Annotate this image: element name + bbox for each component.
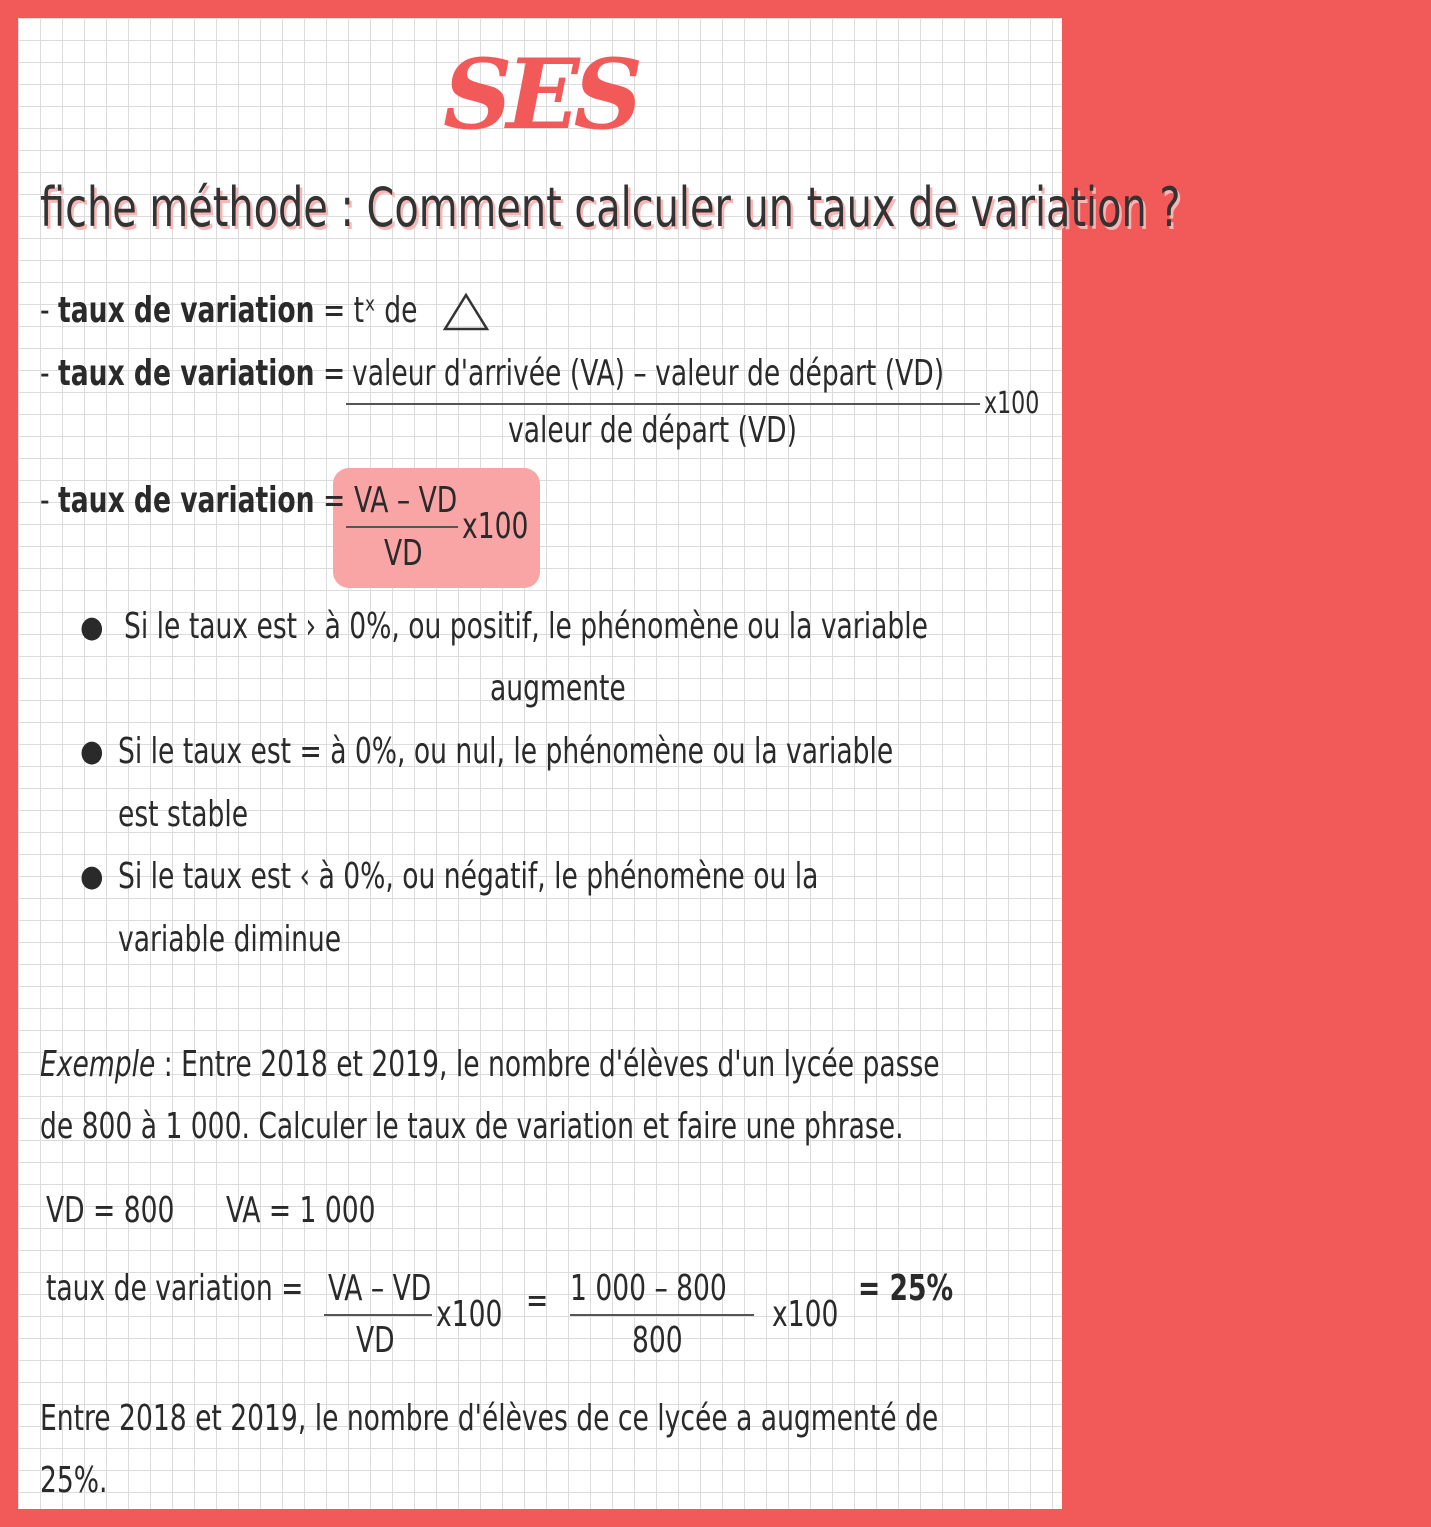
example-line2: de 800 à 1 000. Calculer le taux de variation et faire une phrase.: [40, 1106, 904, 1147]
definition-label: taux de variation: [58, 480, 315, 521]
calc-multiplier-1: x100: [436, 1294, 503, 1335]
definition-2: - taux de variation =: [40, 353, 346, 394]
bullet-2-line1: Si le taux est = à 0%, ou nul, le phénomène ou la variable: [118, 731, 894, 772]
bullet-1-line2: augmente: [490, 668, 626, 709]
formula-bar: [346, 526, 458, 528]
formula-numerator: VA – VD: [354, 480, 458, 521]
calc-bar-1: [324, 1314, 432, 1316]
delta-triangle-icon: [442, 292, 490, 332]
bullet-3-line2: variable diminue: [118, 919, 342, 960]
bullet-1-line1: Si le taux est › à 0%, ou positif, le phénomène ou la variable: [124, 606, 928, 647]
example-line1: Exemple : Entre 2018 et 2019, le nombre d'élèves d'un lycée passe: [40, 1044, 940, 1085]
definition-label: taux de variation: [58, 353, 315, 394]
calc-numerator-1: VA – VD: [328, 1268, 432, 1309]
definition-3: - taux de variation =: [40, 480, 346, 521]
calc-label: taux de variation =: [46, 1268, 304, 1309]
definition-label: taux de variation: [58, 290, 315, 331]
bullet-3-line1: Si le taux est ‹ à 0%, ou négatif, le phénomène ou la: [118, 856, 819, 897]
calc-result: = 25%: [858, 1268, 954, 1309]
bullet-icon: ●: [80, 859, 104, 894]
conclusion-line2: 25%.: [40, 1460, 108, 1501]
calc-denominator-1: VD: [356, 1320, 395, 1361]
example-label: Exemple: [40, 1044, 156, 1085]
brand-logo: SES: [443, 38, 637, 151]
fraction-numerator: valeur d'arrivée (VA) – valeur de départ (VD): [352, 353, 945, 394]
calc-bar-2: [570, 1314, 754, 1316]
fraction-denominator: valeur de départ (VD): [508, 410, 797, 451]
bullet-icon: ●: [80, 734, 104, 769]
formula-denominator: VD: [384, 533, 423, 574]
definition-1: - taux de variation = tˣ de: [40, 290, 418, 331]
calc-multiplier-2: x100: [772, 1294, 839, 1335]
given-va: VA = 1 000: [226, 1190, 376, 1231]
formula-multiplier: x100: [462, 506, 529, 547]
conclusion-line1: Entre 2018 et 2019, le nombre d'élèves de ce lycée a augmenté de: [40, 1398, 939, 1439]
bullet-2-line2: est stable: [118, 794, 249, 835]
calc-equals: =: [526, 1280, 549, 1321]
worksheet: [18, 18, 1181, 1509]
fraction-bar: [346, 403, 980, 405]
calc-denominator-2: 800: [632, 1320, 683, 1361]
given-vd: VD = 800: [46, 1190, 175, 1231]
page-title: fiche méthode : Comment calculer un taux de variation ?: [40, 176, 1181, 239]
calc-numerator-2: 1 000 – 800: [570, 1268, 727, 1309]
multiplier: x100: [984, 386, 1040, 421]
bullet-icon: ●: [80, 610, 104, 645]
